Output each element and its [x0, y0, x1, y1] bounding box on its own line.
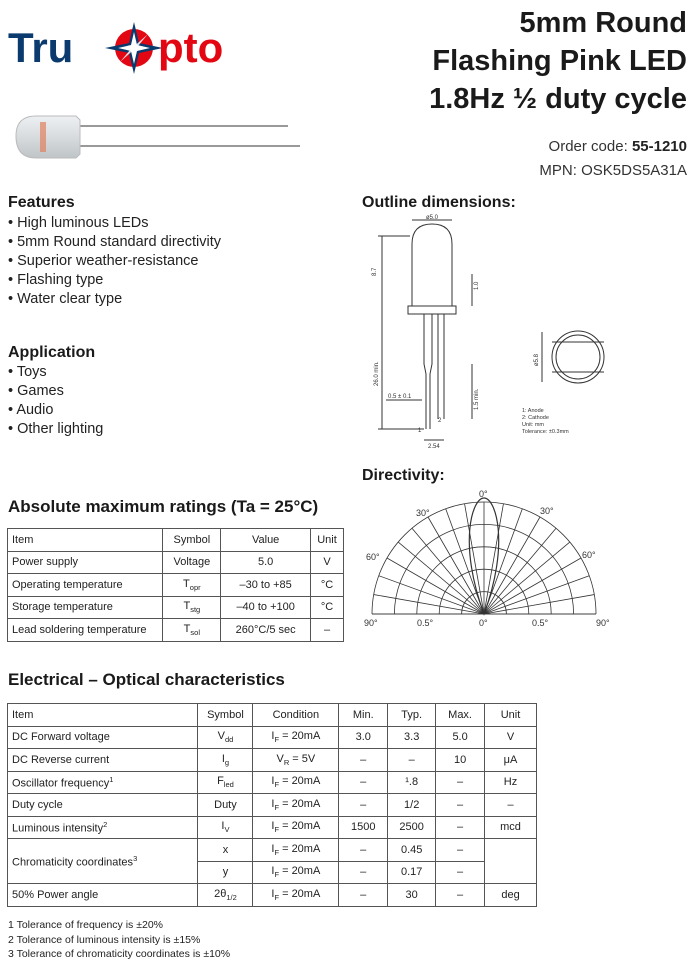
table-cell: –	[436, 839, 485, 862]
footnotes	[8, 918, 230, 962]
truopto-logo	[8, 18, 268, 78]
cond-sub: F	[274, 870, 280, 880]
symbol-sub: V	[224, 825, 230, 835]
table-cell	[253, 839, 339, 862]
table-row	[8, 839, 537, 862]
eo-heading: Electrical – Optical characteristics	[8, 670, 285, 689]
table-cell: –	[436, 794, 485, 817]
dim-lead-width: 0.5 ± 0.1	[388, 394, 412, 400]
directivity-chart	[360, 486, 615, 632]
note-tolerance: Tolerance: ±0.3mm	[522, 429, 569, 435]
table-cell: 5.0	[436, 726, 485, 749]
table-cell	[8, 771, 198, 794]
table-cell	[198, 726, 253, 749]
table-row	[8, 726, 537, 749]
item-label: Luminous intensity	[12, 822, 104, 835]
mpn-label: MPN:	[539, 162, 577, 179]
pin-1-label: 1	[418, 428, 422, 434]
table-header: Item	[8, 704, 198, 727]
logo-star-o-icon	[105, 22, 163, 74]
order-code: 55-1210	[631, 138, 687, 155]
symbol: I	[221, 752, 225, 765]
cond-sub: R	[283, 757, 290, 767]
cond-value: = 20mA	[279, 797, 321, 810]
table-cell: –	[388, 749, 436, 772]
table-cell: –	[436, 861, 485, 884]
cond: I	[271, 842, 275, 855]
dir-label-0: 0°	[479, 489, 488, 499]
table-cell: °C	[311, 574, 344, 597]
cond-sub: F	[274, 780, 280, 790]
table-cell	[253, 771, 339, 794]
table-cell: –	[436, 816, 485, 839]
cond: I	[271, 730, 275, 743]
table-cell	[253, 884, 339, 907]
table-cell	[253, 816, 339, 839]
pin-2-label: 2	[438, 418, 442, 424]
table-row	[8, 794, 537, 817]
table-cell	[253, 749, 339, 772]
table-cell: DC Reverse current	[8, 749, 198, 772]
logo-text-pto: pto	[158, 24, 224, 71]
list-item: • Toys	[8, 363, 103, 382]
outline-heading: Outline dimensions:	[362, 194, 516, 211]
table-cell: Duty cycle	[8, 794, 198, 817]
table-cell: –	[339, 794, 388, 817]
features-list	[8, 214, 221, 309]
cond-sub: F	[274, 825, 280, 835]
table-cell: V	[485, 726, 537, 749]
table-cell: –	[436, 884, 485, 907]
table-cell: 0.45	[388, 839, 436, 862]
outline-drawing	[362, 214, 682, 454]
symbol: F	[217, 775, 224, 788]
table-cell	[198, 771, 253, 794]
table-cell: deg	[485, 884, 537, 907]
symbol-sub: g	[224, 757, 230, 767]
table-header: Unit	[311, 529, 344, 552]
footnote: 1 Tolerance of frequency is ±20%	[8, 919, 163, 931]
table-cell: 3.3	[388, 726, 436, 749]
table-header: Typ.	[388, 704, 436, 727]
cond-sub: F	[274, 847, 280, 857]
dir-label-r60: 60°	[582, 550, 596, 560]
footnote: 3 Tolerance of chromaticity coordinates is ±10%	[8, 948, 231, 960]
cond-sub: F	[274, 892, 280, 902]
table-header-row	[8, 704, 537, 727]
list-item: • Superior weather-resistance	[8, 252, 221, 271]
table-cell: –	[339, 771, 388, 794]
table-cell: 10	[436, 749, 485, 772]
dir-label-b-r90: 90°	[596, 618, 610, 628]
symbol-sub: dd	[224, 735, 234, 745]
symbol: 2θ	[214, 887, 227, 900]
table-cell: Power supply	[8, 551, 163, 574]
table-header: Unit	[485, 704, 537, 727]
symbol-sub: stg	[190, 605, 201, 615]
table-cell: –	[339, 861, 388, 884]
table-header: Symbol	[163, 529, 221, 552]
symbol-sub: 1/2	[226, 892, 237, 902]
item-label: Oscillator frequency	[12, 777, 110, 790]
table-cell: μA	[485, 749, 537, 772]
title-line-1: 5mm Round	[519, 7, 687, 39]
table-row	[8, 596, 344, 619]
table-cell	[198, 816, 253, 839]
dim-lead-length: 26.0 min.	[374, 361, 380, 386]
table-cell	[253, 726, 339, 749]
table-cell: mcd	[485, 816, 537, 839]
cond-value: = 20mA	[279, 842, 321, 855]
symbol: T	[183, 577, 190, 590]
table-cell: Lead soldering temperature	[8, 619, 163, 642]
table-cell: 260°C/5 sec	[221, 619, 311, 642]
list-item: • Water clear type	[8, 290, 221, 309]
table-cell: –40 to +100	[221, 596, 311, 619]
order-info: Order code: 55-1210 MPN: OSK5DS5A31A	[539, 138, 687, 179]
dir-label-l60: 60°	[366, 552, 380, 562]
cond-value: = 20mA	[279, 775, 321, 788]
table-cell: DC Forward voltage	[8, 726, 198, 749]
table-cell	[8, 816, 198, 839]
application-heading: Application	[8, 344, 96, 361]
table-header: Item	[8, 529, 163, 552]
table-cell	[198, 884, 253, 907]
dir-label-b-l90: 90°	[364, 618, 378, 628]
features-heading: Features	[8, 194, 75, 211]
dim-height: 8.7	[372, 267, 378, 276]
table-cell: °C	[311, 596, 344, 619]
table-cell: –	[339, 884, 388, 907]
dir-label-b-0: 0°	[479, 618, 488, 628]
table-cell: Storage temperature	[8, 596, 163, 619]
table-cell	[163, 596, 221, 619]
amr-table	[7, 528, 344, 642]
cond-value: = 20mA	[279, 887, 321, 900]
table-row	[8, 574, 344, 597]
list-item: • Other lighting	[8, 420, 103, 439]
table-cell: –	[339, 839, 388, 862]
directivity-heading: Directivity:	[362, 467, 445, 484]
cond: V	[276, 752, 284, 765]
note-unit: Unit: mm	[522, 422, 544, 428]
table-cell	[485, 839, 537, 884]
table-cell: 5.0	[221, 551, 311, 574]
cond-sub: F	[274, 735, 280, 745]
application-list	[8, 363, 103, 439]
cond-value: = 20mA	[279, 820, 321, 833]
table-cell: –	[436, 771, 485, 794]
table-row	[8, 884, 537, 907]
table-cell: x	[198, 839, 253, 862]
list-item: • Audio	[8, 401, 103, 420]
table-header: Max.	[436, 704, 485, 727]
dim-flange-dia: ø5.8	[534, 353, 540, 366]
table-cell	[253, 794, 339, 817]
dir-label-b-r05: 0.5°	[532, 618, 549, 628]
table-cell	[253, 861, 339, 884]
table-cell: Operating temperature	[8, 574, 163, 597]
table-cell: y	[198, 861, 253, 884]
list-item: • Flashing type	[8, 271, 221, 290]
table-cell: 1/2	[388, 794, 436, 817]
cond: I	[271, 820, 275, 833]
table-cell: 2500	[388, 816, 436, 839]
table-cell: ¹.8	[388, 771, 436, 794]
table-row	[8, 551, 344, 574]
symbol-sub: opr	[189, 582, 201, 592]
cond: I	[271, 797, 275, 810]
dim-diameter: ø5.0	[426, 215, 439, 221]
table-cell: Duty	[198, 794, 253, 817]
dim-min: 1.5 min.	[474, 388, 480, 410]
symbol: Voltage	[173, 556, 211, 569]
table-cell: 3.0	[339, 726, 388, 749]
dir-label-r30: 30°	[540, 506, 554, 516]
cond: I	[271, 775, 275, 788]
dim-pitch: 2.54	[428, 444, 440, 450]
table-cell	[8, 839, 198, 884]
order-code-label: Order code	[548, 138, 624, 155]
table-cell	[163, 551, 221, 574]
title-line-2: Flashing Pink LED	[432, 45, 687, 77]
cond-value: = 20mA	[279, 730, 321, 743]
table-header: Value	[221, 529, 311, 552]
table-row	[8, 619, 344, 642]
table-header: Symbol	[198, 704, 253, 727]
symbol: T	[183, 600, 191, 613]
list-item: • Games	[8, 382, 103, 401]
symbol-sub: sol	[190, 627, 200, 637]
table-cell: –30 to +85	[221, 574, 311, 597]
eo-table	[7, 703, 537, 907]
dim-flange: 1.0	[474, 281, 480, 290]
list-item: • 5mm Round standard directivity	[8, 233, 221, 252]
cond-value: = 20mA	[279, 865, 321, 878]
logo-text-tru: Tru	[8, 24, 74, 71]
symbol: T	[183, 622, 191, 635]
footnote-ref: 1	[109, 774, 114, 784]
symbol: V	[217, 730, 225, 743]
table-row	[8, 771, 537, 794]
dir-label-b-l05: 0.5°	[417, 618, 434, 628]
table-header: Min.	[339, 704, 388, 727]
table-cell: Hz	[485, 771, 537, 794]
table-cell: 1500	[339, 816, 388, 839]
symbol: I	[221, 820, 225, 833]
product-title	[429, 4, 687, 118]
cond-value: = 5V	[289, 752, 316, 765]
note-cathode: 2: Cathode	[522, 415, 549, 421]
table-cell: V	[311, 551, 344, 574]
table-header: Condition	[253, 704, 339, 727]
footnote-ref: 2	[103, 819, 108, 829]
cond: I	[271, 887, 275, 900]
table-row	[8, 749, 537, 772]
footnote-ref: 3	[133, 853, 138, 863]
item-label: Chromaticity coordinates	[12, 856, 134, 869]
amr-heading: Absolute maximum ratings (Ta = 25°C)	[8, 497, 319, 516]
table-cell: 0.17	[388, 861, 436, 884]
symbol-sub: led	[223, 780, 234, 790]
list-item: • High luminous LEDs	[8, 214, 221, 233]
table-cell	[163, 574, 221, 597]
table-cell: 50% Power angle	[8, 884, 198, 907]
table-cell: –	[339, 749, 388, 772]
table-cell	[198, 749, 253, 772]
note-anode: 1: Anode	[522, 408, 544, 414]
table-cell: 30	[388, 884, 436, 907]
table-row	[8, 816, 537, 839]
table-cell	[163, 619, 221, 642]
table-cell: –	[485, 794, 537, 817]
cond-sub: F	[274, 802, 280, 812]
dir-label-l30: 30°	[416, 508, 430, 518]
footnote: 2 Tolerance of luminous intensity is ±15%	[8, 933, 201, 946]
cond: I	[271, 865, 275, 878]
table-cell: –	[311, 619, 344, 642]
mpn-value: OSK5DS5A31A	[581, 162, 687, 179]
title-line-3: 1.8Hz ½ duty cycle	[429, 83, 687, 115]
table-header-row	[8, 529, 344, 552]
led-product-image	[6, 108, 306, 168]
